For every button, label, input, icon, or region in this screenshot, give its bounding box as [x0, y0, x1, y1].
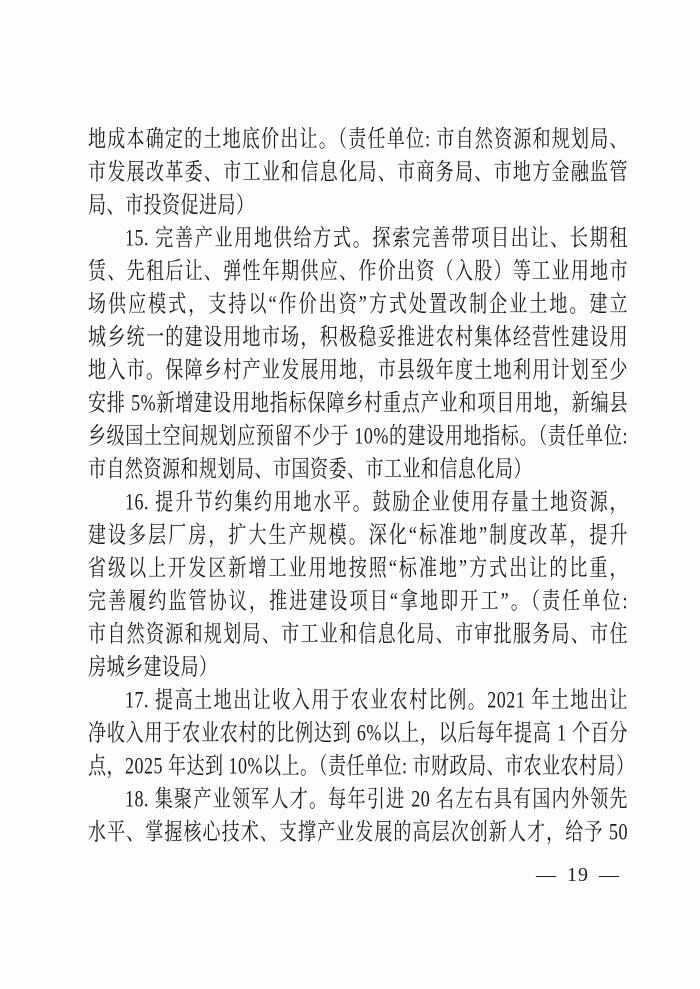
text-line: 场供应模式，支持以“作价出资”方式处置改制企业土地。建立: [88, 291, 628, 317]
text-line: 赁、先租后让、弹性年期供应、作价出资（入股）等工业用地市: [88, 258, 628, 284]
text-line: 地入市。保障乡村产业发展用地，市县级年度土地利用计划至少: [88, 357, 628, 383]
text-line: 城乡统一的建设用地市场，积极稳妥推进农村集体经营性建设用: [88, 324, 628, 350]
text-line: 建设多层厂房，扩大生产规模。深化“标准地”制度改革，提升: [88, 522, 628, 548]
text-line: 市发展改革委、市工业和信息化局、市商务局、市地方金融监管: [88, 159, 628, 185]
text-line: 安排 5%新增建设用地指标保障乡村重点产业和项目用地，新编县: [88, 390, 628, 416]
text-line: 18. 集聚产业领军人才。每年引进 20 名左右具有国内外领先: [125, 786, 628, 812]
text-line: 净收入用于农业农村的比例达到 6%以上，以后每年提高 1 个百分: [88, 720, 628, 746]
text-line: 市自然资源和规划局、市国资委、市工业和信息化局）: [88, 456, 532, 482]
text-block: [88, 123, 635, 849]
text-line: 省级以上开发区新增工业用地按照“标准地”方式出让的比重，: [88, 555, 628, 581]
text-line: 水平、掌握核心技术、支撑产业发展的高层次创新人才，给予 50: [88, 819, 628, 845]
text-line: 地成本确定的土地底价出让。（责任单位: 市自然资源和规划局、: [88, 126, 628, 152]
page-number: — 19 —: [536, 864, 620, 886]
text-line: 局、市投资促进局）: [88, 192, 255, 218]
text-line: 房城乡建设局）: [88, 654, 218, 680]
text-line: 市自然资源和规划局、市工业和信息化局、市审批服务局、市住: [88, 621, 628, 647]
text-line: 完善履约监管协议，推进建设项目“拿地即开工”。（责任单位:: [88, 588, 628, 614]
text-line: 15. 完善产业用地供给方式。探索完善带项目出让、长期租: [125, 225, 628, 251]
text-line: 乡级国土空间规划应预留不少于 10%的建设用地指标。（责任单位:: [88, 423, 628, 449]
text-line: 16. 提升节约集约用地水平。鼓励企业使用存量土地资源，: [125, 489, 628, 515]
text-line: 17. 提高土地出让收入用于农业农村比例。2021 年土地出让: [125, 687, 628, 713]
text-line: 点，2025 年达到 10%以上。（责任单位: 市财政局、市农业农村局）: [88, 753, 635, 779]
